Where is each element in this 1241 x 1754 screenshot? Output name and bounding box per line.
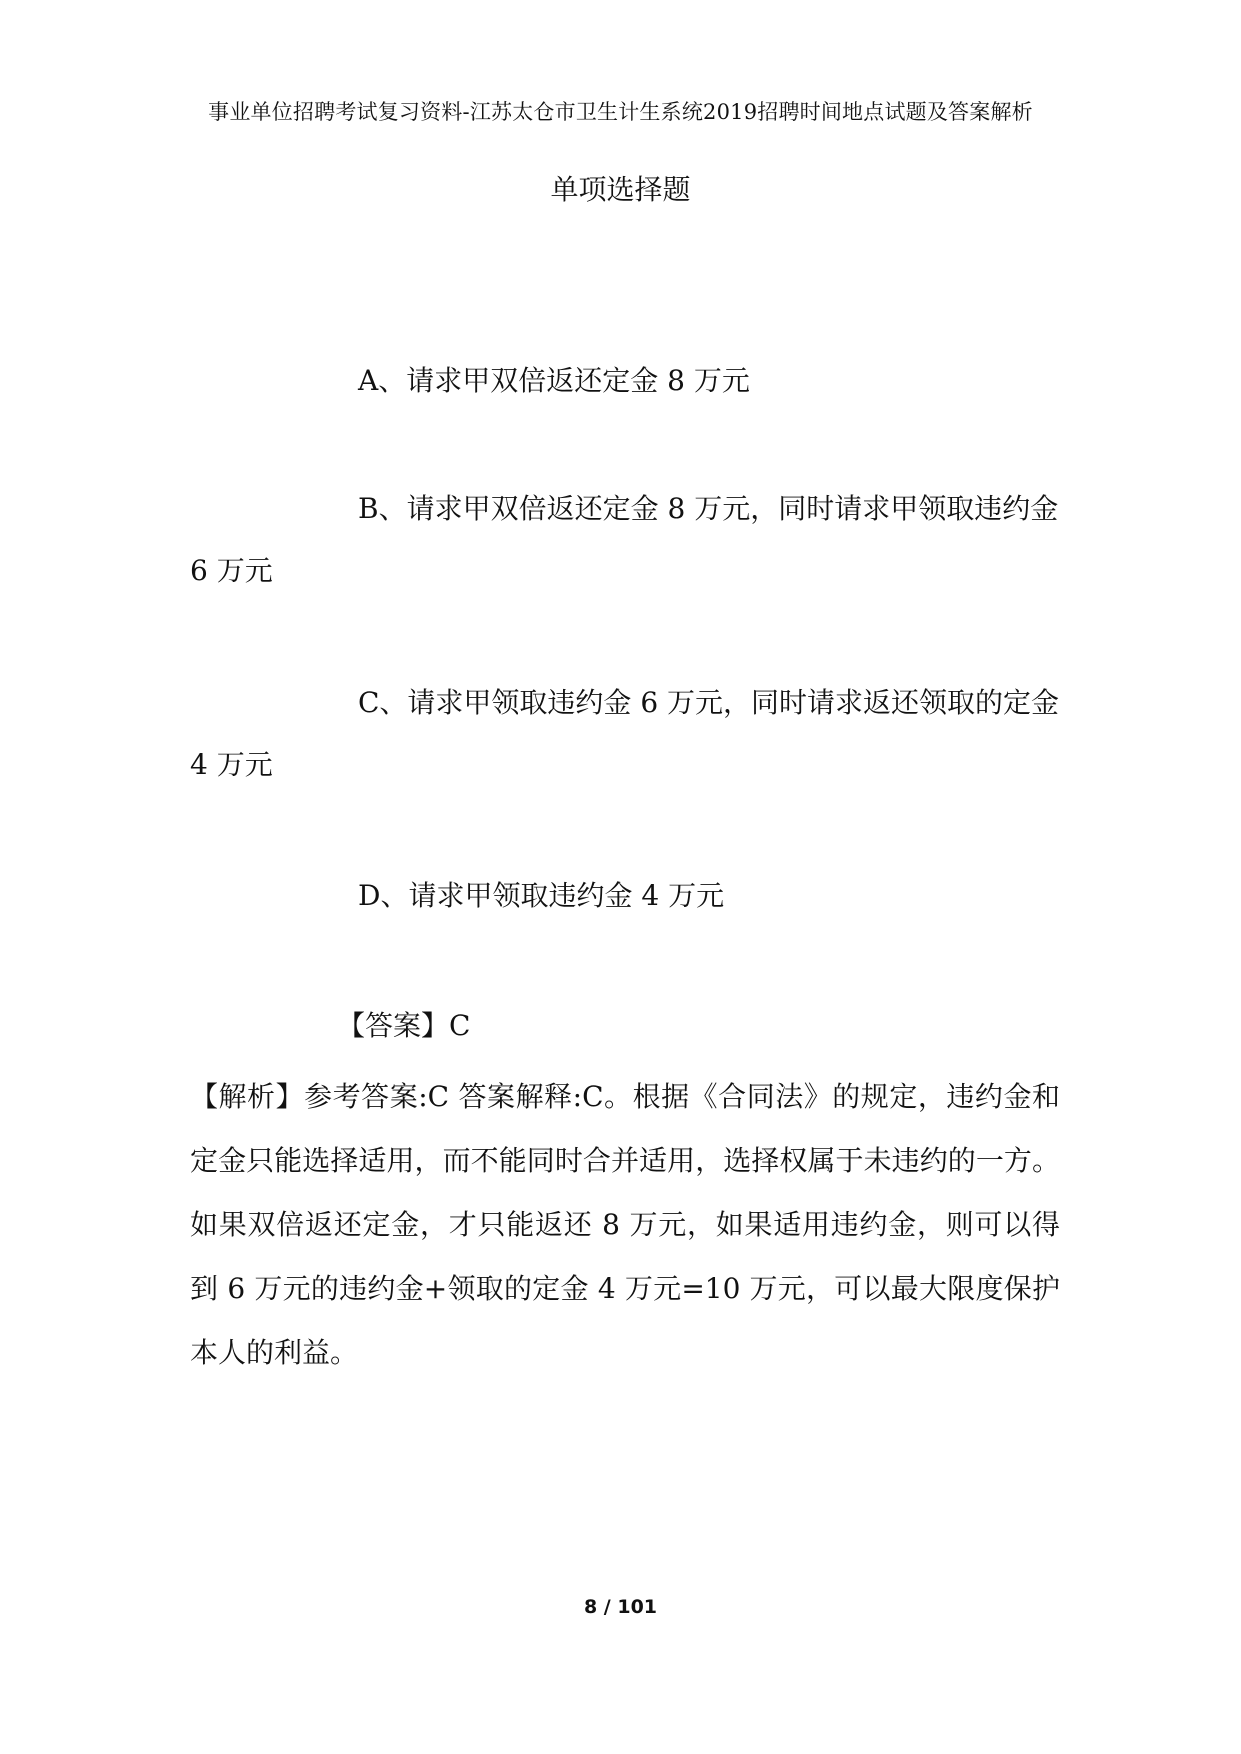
option-d: D、请求甲领取违约金 4 万元 xyxy=(358,879,725,912)
section-title: 单项选择题 xyxy=(550,173,691,206)
analysis-paragraph: 【解析】参考答案:C 答案解释:C。根据《合同法》的规定，违约金和定金只能选择适用，而不能同时合并适用，选择权属于未违约的一方。如果双倍返还定金，才只能返还 8 万元，如果适用违约金，则可以得到 6 万元的违约金+领取的定金 4 万元=10 万元，可以最大限度保护本人的利益。 xyxy=(190,1080,1060,1369)
option-a: A、请求甲双倍返还定金 8 万元 xyxy=(358,364,750,397)
option-b: B、请求甲双倍返还定金 8 万元，同时请求甲领取违约金 6 万元 xyxy=(190,492,1059,587)
option-c: C、请求甲领取违约金 6 万元，同时请求返还领取的定金 4 万元 xyxy=(190,686,1060,781)
answer-line: 【答案】C xyxy=(337,1009,471,1042)
document-header: 事业单位招聘考试复习资料-江苏太仓市卫生计生系统2019招聘时间地点试题及答案解析 xyxy=(208,100,1033,124)
page-number: 8 / 101 xyxy=(583,1596,658,1618)
